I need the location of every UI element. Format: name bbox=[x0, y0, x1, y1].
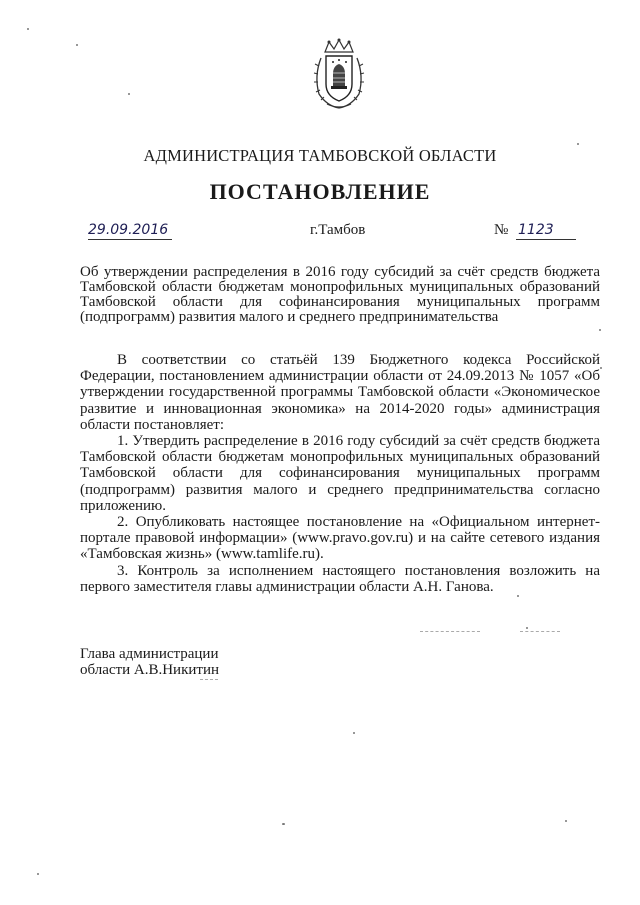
scan-speck bbox=[37, 873, 39, 875]
list-item: 3. Контроль за исполнением настоящего постановления возложить на первого заместителя главы администрации области А.Н. Ганова. bbox=[80, 562, 600, 595]
document-subject: Об утверждении распределения в 2016 году субсидий за счёт средств бюджета Тамбовской области бюджетам монопрофильных муниципальных образований Тамбовской области для софинансирования муниципальных программ (подпрограмм) развития малого и среднего предпринимательства bbox=[80, 264, 600, 325]
scan-speck bbox=[128, 93, 130, 95]
scan-speck bbox=[565, 820, 567, 822]
tambov-coat-of-arms-icon bbox=[311, 38, 367, 110]
document-body bbox=[80, 352, 600, 595]
scan-speck bbox=[353, 732, 355, 734]
document-title: ПОСТАНОВЛЕНИЕ bbox=[209, 179, 431, 204]
date-underline bbox=[88, 239, 172, 240]
scan-speck bbox=[282, 823, 285, 825]
scan-mark bbox=[200, 679, 218, 680]
city: г.Тамбов bbox=[310, 222, 366, 238]
list-item: 2. Опубликовать настоящее постановление на «Официальном интернет-портале правовой информации» (www.pravo.gov.ru) и на сайте сетевого издания «Тамбовская жизнь» (www.tamlife.ru). bbox=[80, 514, 600, 563]
scan-speck bbox=[76, 44, 78, 46]
preamble: В соответствии со статьёй 139 Бюджетного кодекса Российской Федерации, постановлением администрации области от 24.09.2013 № 1057 «Об утверждении государственной программы Тамбовской области «Экономическое развитие и инновационная экономика» на 2014-2020 годы» администрация области постановляет: bbox=[80, 352, 600, 433]
scan-speck bbox=[577, 143, 579, 145]
scan-speck bbox=[599, 329, 601, 331]
scan-speck bbox=[27, 28, 29, 30]
signature-name: области А.В.Никитин bbox=[80, 662, 220, 678]
signature-block bbox=[80, 646, 219, 678]
scan-mark bbox=[520, 631, 560, 632]
scan-speck bbox=[600, 367, 602, 369]
signature-title: Глава администрации bbox=[80, 646, 219, 662]
scan-speck bbox=[517, 595, 519, 597]
list-item: 1. Утвердить распределение в 2016 году субсидий за счёт средств бюджета Тамбовской области бюджетам монопрофильных муниципальных образований Тамбовской области для софинансирования муниципальных программ (подпрограмм) развития малого и среднего предпринимательства согласно приложению. bbox=[80, 433, 600, 514]
scan-mark bbox=[420, 631, 480, 632]
document-number: 1123 bbox=[518, 222, 554, 238]
number-underline bbox=[516, 239, 576, 240]
scan-speck bbox=[526, 627, 528, 629]
number-label: № bbox=[494, 222, 509, 238]
agency-name: АДМИНИСТРАЦИЯ ТАМБОВСКОЙ ОБЛАСТИ bbox=[143, 146, 497, 165]
document-date: 29.09.2016 bbox=[88, 222, 169, 238]
